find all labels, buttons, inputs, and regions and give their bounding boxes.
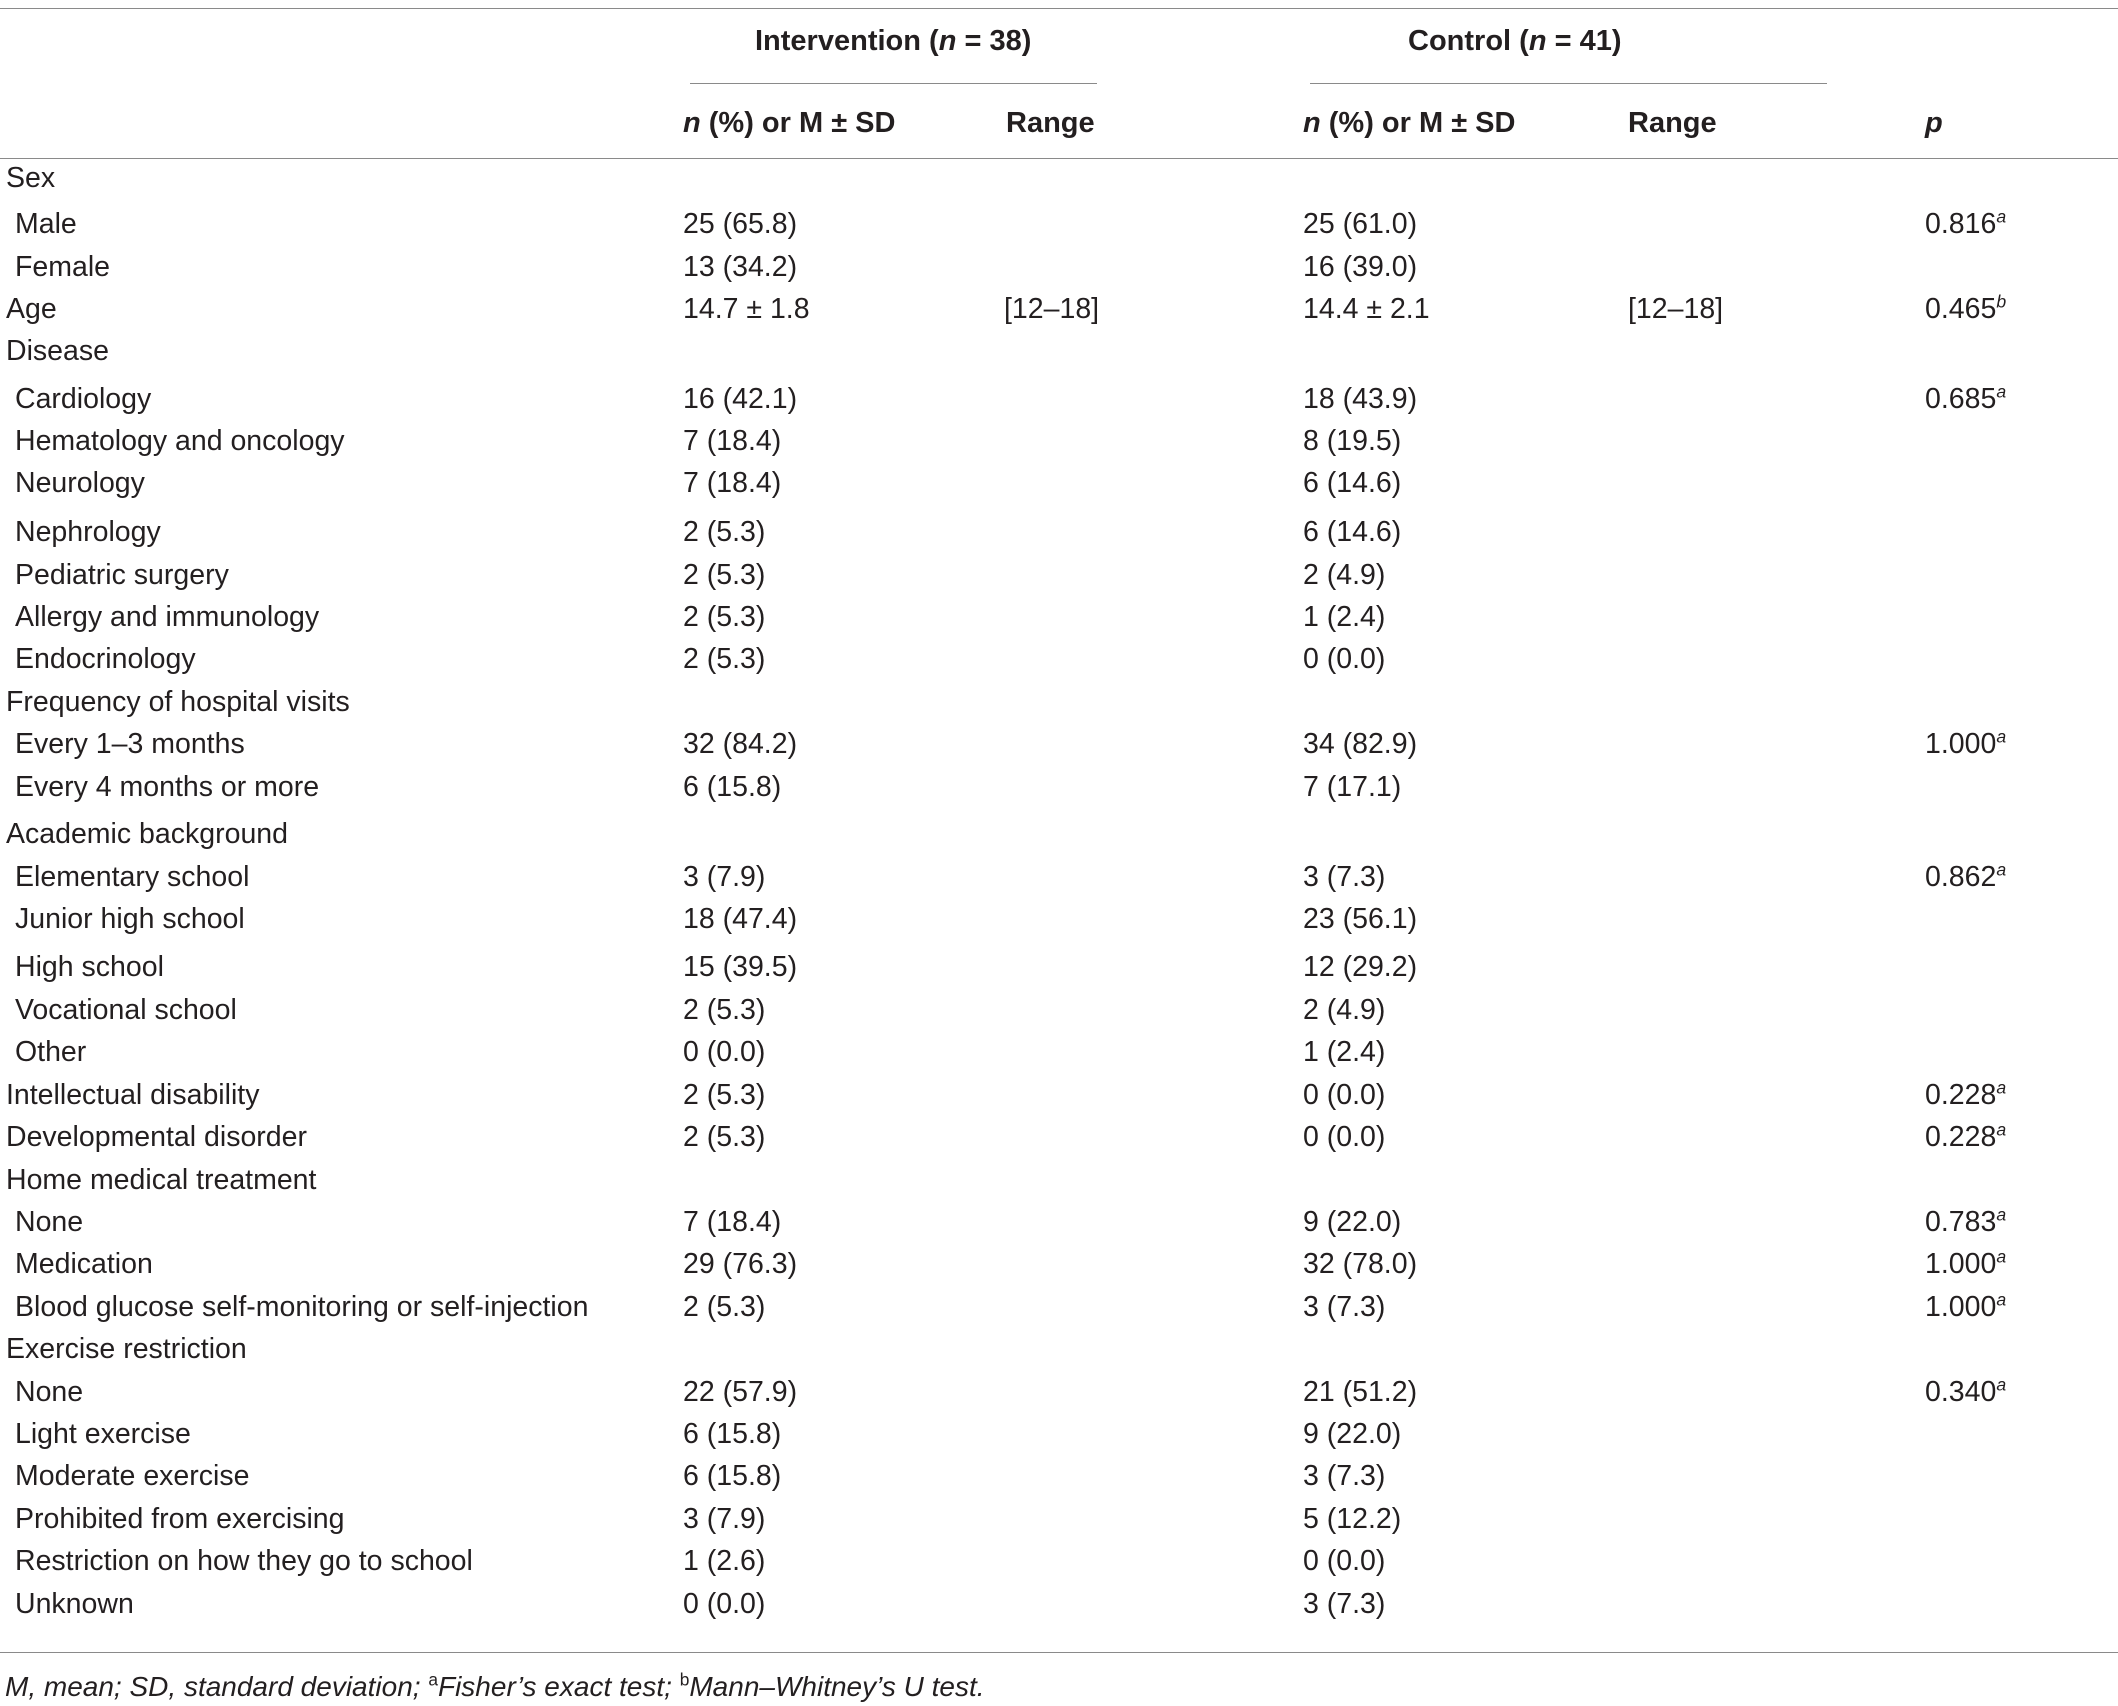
- control-value: 14.4 ± 2.1: [1303, 293, 1430, 325]
- row-label: Unknown: [15, 1588, 134, 1620]
- row-label: Prohibited from exercising: [15, 1503, 345, 1535]
- p-value: 0.862$^a$: [1925, 859, 2007, 893]
- control-range: [12–18]: [1628, 293, 1724, 325]
- control-value: 34 (82.9): [1303, 728, 1418, 760]
- row-label: Neurology: [15, 467, 145, 499]
- intervention-value: 22 (57.9): [683, 1376, 798, 1408]
- intervention-value: 3 (7.9): [683, 861, 766, 893]
- control-value: 3 (7.3): [1303, 1588, 1386, 1620]
- control-value: 0 (0.0): [1303, 1079, 1386, 1111]
- row-label: Elementary school: [15, 861, 250, 893]
- intervention-value: 6 (15.8): [683, 1460, 782, 1492]
- control-value: 1 (2.4): [1303, 1036, 1386, 1068]
- control-value: 8 (19.5): [1303, 425, 1402, 457]
- p-value: 0.228$^a$: [1925, 1077, 2007, 1111]
- control-value: 7 (17.1): [1303, 771, 1402, 803]
- intervention-value: 7 (18.4): [683, 467, 782, 499]
- intervention-n-value: = 38: [956, 25, 1022, 57]
- control-value: 0 (0.0): [1303, 1121, 1386, 1153]
- intervention-title: Intervention: [755, 25, 921, 57]
- control-range-header: Range: [1628, 107, 1717, 139]
- table-bottom-rule: [0, 1652, 2118, 1653]
- intervention-value: 2 (5.3): [683, 1291, 766, 1323]
- row-label: Sex: [6, 162, 56, 194]
- p-value: 1.000$^a$: [1925, 1289, 2007, 1323]
- intervention-value: 32 (84.2): [683, 728, 798, 760]
- row-label: Exercise restriction: [6, 1333, 247, 1365]
- intervention-value: 13 (34.2): [683, 251, 798, 283]
- intervention-value: 2 (5.3): [683, 994, 766, 1026]
- control-stat-header: n (%) or M ± SD: [1303, 107, 1516, 139]
- row-label: High school: [15, 951, 164, 983]
- row-label: Disease: [6, 335, 109, 367]
- intervention-value: 6 (15.8): [683, 771, 782, 803]
- intervention-value: 0 (0.0): [683, 1588, 766, 1620]
- control-value: 3 (7.3): [1303, 861, 1386, 893]
- p-value: 1.000$^a$: [1925, 726, 2007, 760]
- intervention-value: 29 (76.3): [683, 1248, 798, 1280]
- p-test-marker: a: [1996, 1204, 2007, 1225]
- control-value: 1 (2.4): [1303, 601, 1386, 633]
- p-test-marker: a: [1996, 206, 2007, 227]
- intervention-value: 1 (2.6): [683, 1545, 766, 1577]
- intervention-value: 7 (18.4): [683, 425, 782, 457]
- p-value-header: p: [1925, 107, 1943, 139]
- intervention-value: 6 (15.8): [683, 1418, 782, 1450]
- row-label: Junior high school: [15, 903, 245, 935]
- row-label: Vocational school: [15, 994, 237, 1026]
- p-test-marker: a: [1996, 1374, 2007, 1395]
- row-label: Hematology and oncology: [15, 425, 345, 457]
- row-label: Frequency of hospital visits: [6, 686, 350, 718]
- control-value: 18 (43.9): [1303, 383, 1418, 415]
- control-value: 6 (14.6): [1303, 467, 1402, 499]
- row-label: Academic background: [6, 818, 288, 850]
- control-value: 2 (4.9): [1303, 994, 1386, 1026]
- row-label: Intellectual disability: [6, 1079, 260, 1111]
- p-test-marker: a: [1996, 859, 2007, 880]
- control-title: Control: [1408, 25, 1512, 57]
- control-group-header: Control (n = 41): [1408, 25, 1622, 57]
- control-value: 9 (22.0): [1303, 1418, 1402, 1450]
- control-value: 0 (0.0): [1303, 1545, 1386, 1577]
- intervention-value: 2 (5.3): [683, 1079, 766, 1111]
- control-value: 21 (51.2): [1303, 1376, 1418, 1408]
- intervention-value: 2 (5.3): [683, 643, 766, 675]
- control-value: 23 (56.1): [1303, 903, 1418, 935]
- control-n-value: = 41: [1546, 25, 1612, 57]
- control-n-label: n: [1528, 25, 1547, 57]
- control-value: 12 (29.2): [1303, 951, 1418, 983]
- p-value: 0.685$^a$: [1925, 381, 2007, 415]
- p-value: 0.816$^a$: [1925, 206, 2007, 240]
- control-value: 3 (7.3): [1303, 1291, 1386, 1323]
- intervention-value: 7 (18.4): [683, 1206, 782, 1238]
- p-test-marker: a: [1996, 1077, 2007, 1098]
- control-value: 25 (61.0): [1303, 208, 1418, 240]
- intervention-stat-header: n (%) or M ± SD: [683, 107, 896, 139]
- p-test-marker: a: [1996, 1119, 2007, 1140]
- intervention-value: 2 (5.3): [683, 601, 766, 633]
- intervention-value: 2 (5.3): [683, 1121, 766, 1153]
- intervention-value: 16 (42.1): [683, 383, 798, 415]
- row-label: None: [15, 1376, 84, 1408]
- control-value: 6 (14.6): [1303, 516, 1402, 548]
- control-value: 5 (12.2): [1303, 1503, 1402, 1535]
- row-label: Endocrinology: [15, 643, 196, 675]
- p-value: 0.465$^b$: [1925, 291, 2007, 325]
- p-test-marker: a: [1996, 1289, 2007, 1310]
- row-label: Allergy and immunology: [15, 601, 320, 633]
- row-label: Male: [15, 208, 77, 240]
- row-label: Every 4 months or more: [15, 771, 320, 803]
- row-label: Restriction on how they go to school: [15, 1545, 473, 1577]
- row-label: Medication: [15, 1248, 153, 1280]
- intervention-value: 25 (65.8): [683, 208, 798, 240]
- p-value: 0.340$^a$: [1925, 1374, 2007, 1408]
- table-footnote: M, mean; SD, standard deviation; $^a$Fisher’s exact test; $^b$Mann–Whitney’s U test.: [5, 1669, 985, 1702]
- intervention-group-header: Intervention (n = 38): [755, 25, 1032, 57]
- row-label: Age: [6, 293, 57, 325]
- intervention-value: 2 (5.3): [683, 516, 766, 548]
- control-value: 0 (0.0): [1303, 643, 1386, 675]
- row-label: Blood glucose self-monitoring or self-injection: [15, 1291, 589, 1323]
- p-test-marker: a: [1996, 1246, 2007, 1267]
- row-label: Cardiology: [15, 383, 152, 415]
- control-value: 9 (22.0): [1303, 1206, 1402, 1238]
- p-test-marker: b: [1996, 291, 2007, 312]
- p-test-marker: a: [1996, 726, 2007, 747]
- row-label: Moderate exercise: [15, 1460, 250, 1492]
- row-label: Home medical treatment: [6, 1164, 317, 1196]
- control-value: 2 (4.9): [1303, 559, 1386, 591]
- row-label: Other: [15, 1036, 87, 1068]
- p-value: 1.000$^a$: [1925, 1246, 2007, 1280]
- row-label: Female: [15, 251, 111, 283]
- row-label: Nephrology: [15, 516, 161, 548]
- intervention-value: 18 (47.4): [683, 903, 798, 935]
- row-label: None: [15, 1206, 84, 1238]
- control-value: 32 (78.0): [1303, 1248, 1418, 1280]
- row-label: Every 1–3 months: [15, 728, 245, 760]
- intervention-range-header: Range: [1006, 107, 1095, 139]
- row-label: Developmental disorder: [6, 1121, 307, 1153]
- p-value: 0.783$^a$: [1925, 1204, 2007, 1238]
- intervention-value: 3 (7.9): [683, 1503, 766, 1535]
- intervention-n-label: n: [938, 25, 957, 57]
- intervention-range: [12–18]: [1004, 293, 1100, 325]
- intervention-value: 0 (0.0): [683, 1036, 766, 1068]
- intervention-value: 14.7 ± 1.8: [683, 293, 810, 325]
- control-value: 16 (39.0): [1303, 251, 1418, 283]
- intervention-value: 15 (39.5): [683, 951, 798, 983]
- intervention-value: 2 (5.3): [683, 559, 766, 591]
- p-value: 0.228$^a$: [1925, 1119, 2007, 1153]
- p-test-marker: a: [1996, 381, 2007, 402]
- control-value: 3 (7.3): [1303, 1460, 1386, 1492]
- row-label: Light exercise: [15, 1418, 191, 1450]
- row-label: Pediatric surgery: [15, 559, 229, 591]
